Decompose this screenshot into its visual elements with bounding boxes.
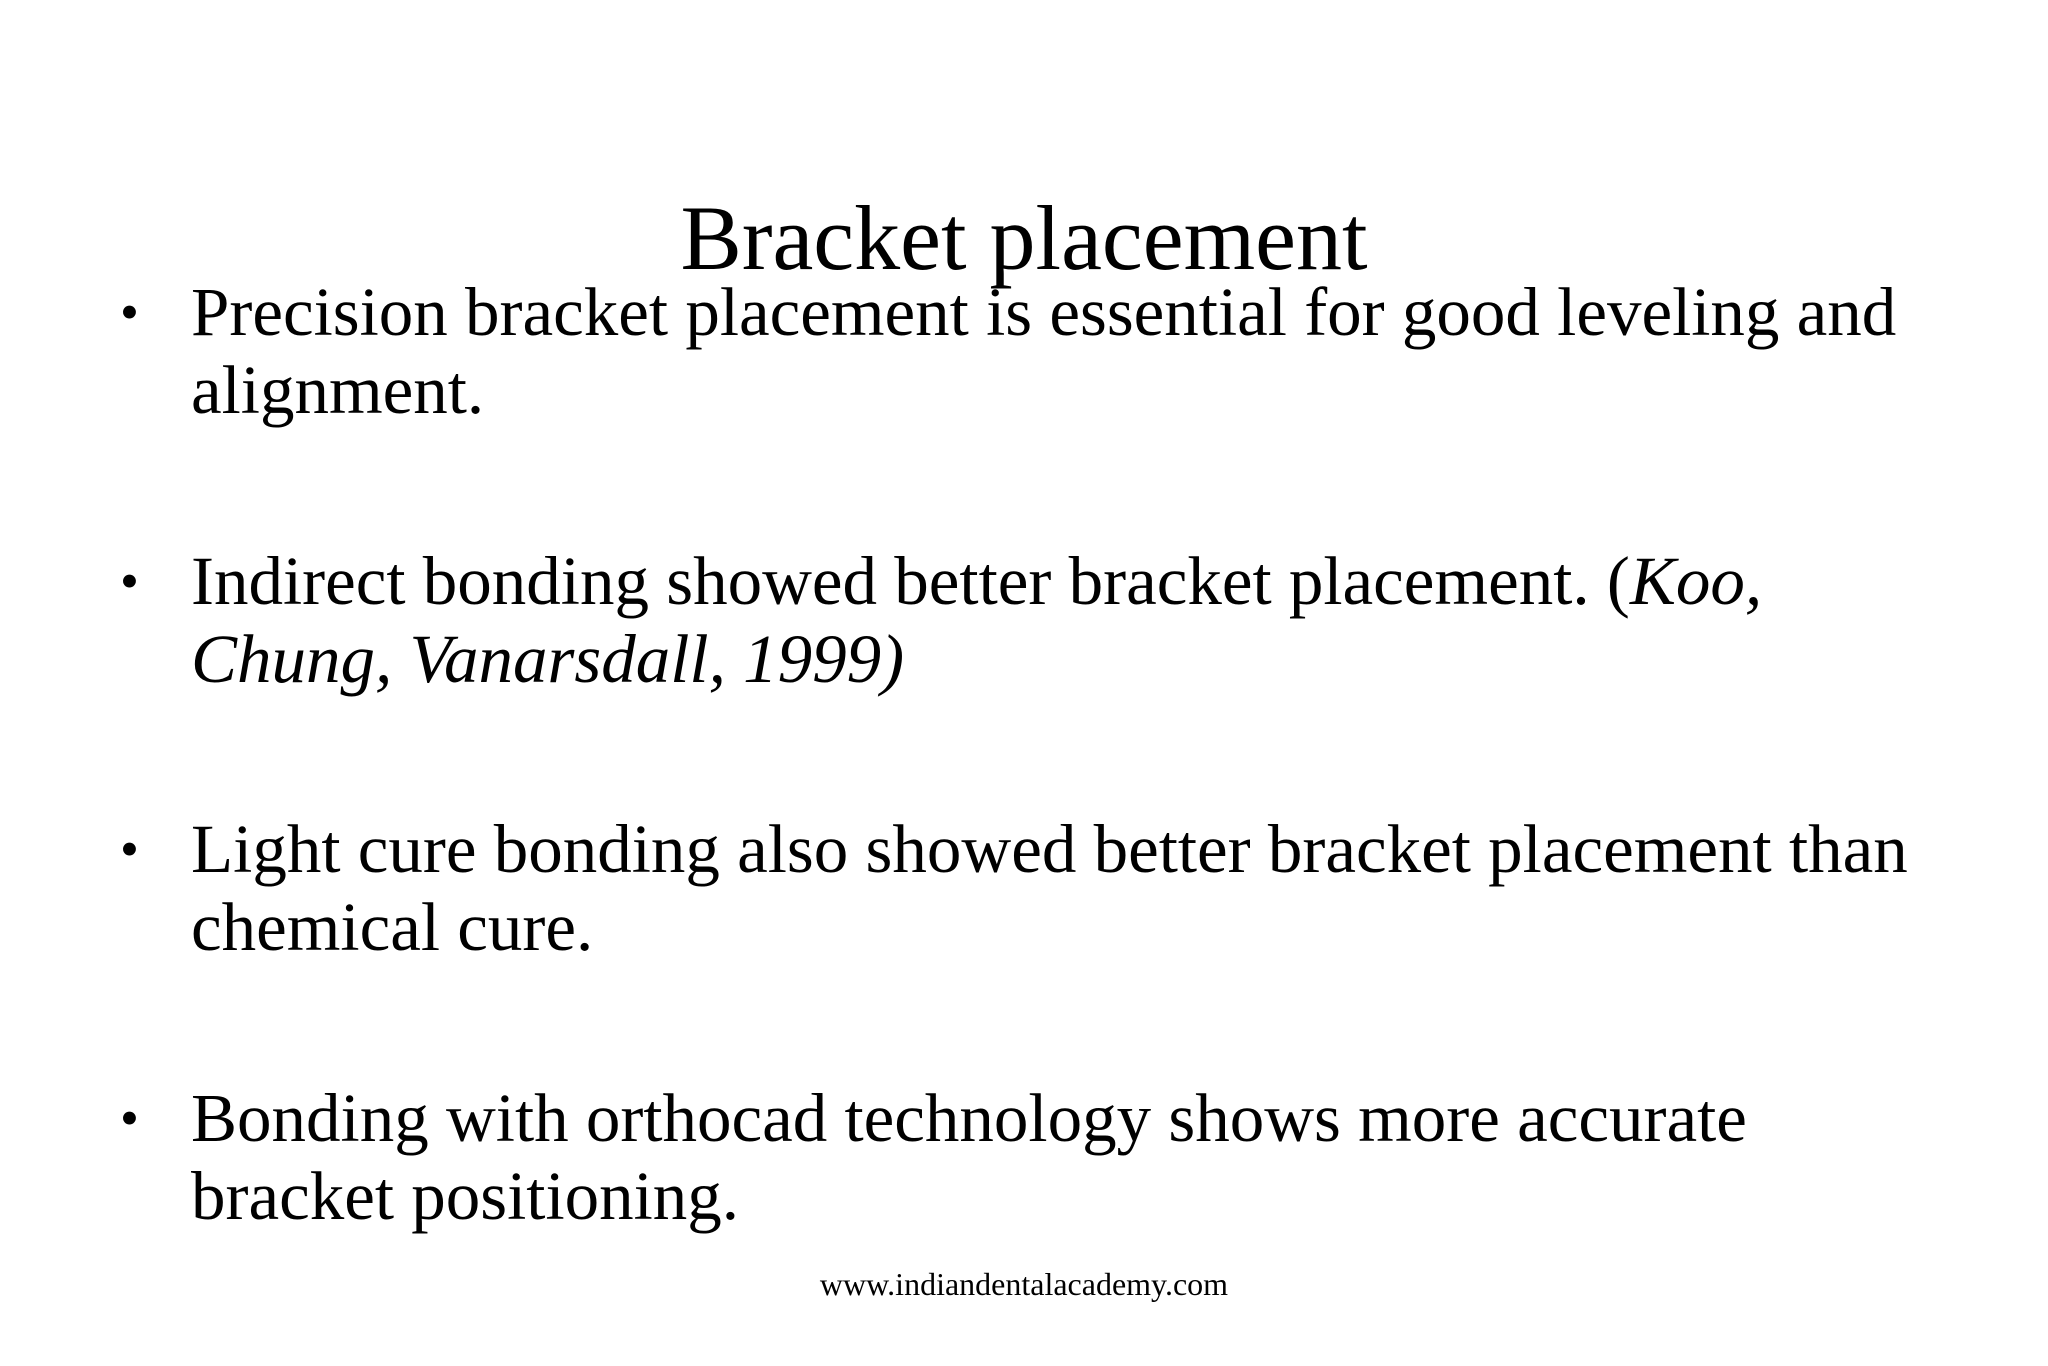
slide-title: Bracket placement [680, 187, 1368, 289]
bullet-text: Light cure bonding also showed better bracket placement than chemical cure. [191, 811, 1908, 965]
bullet-text-main: Indirect bonding showed better bracket placement. ( [191, 543, 1630, 619]
bullet-text [191, 542, 1931, 698]
citation: Koo, Chung, Vanarsdall, 1999) [191, 543, 1763, 697]
bullet-marker: • [120, 282, 139, 342]
bullet-marker: • [120, 551, 139, 611]
bullet-marker: • [120, 819, 139, 879]
bullet-text: Precision bracket placement is essential for good leveling and alignment. [191, 274, 1897, 428]
bullet-text: Bonding with orthocad technology shows more accurate bracket positioning. [191, 1080, 1747, 1234]
footer-url: www.indiandentalacademy.com [819, 1266, 1229, 1302]
bullet-marker: • [120, 1088, 139, 1148]
